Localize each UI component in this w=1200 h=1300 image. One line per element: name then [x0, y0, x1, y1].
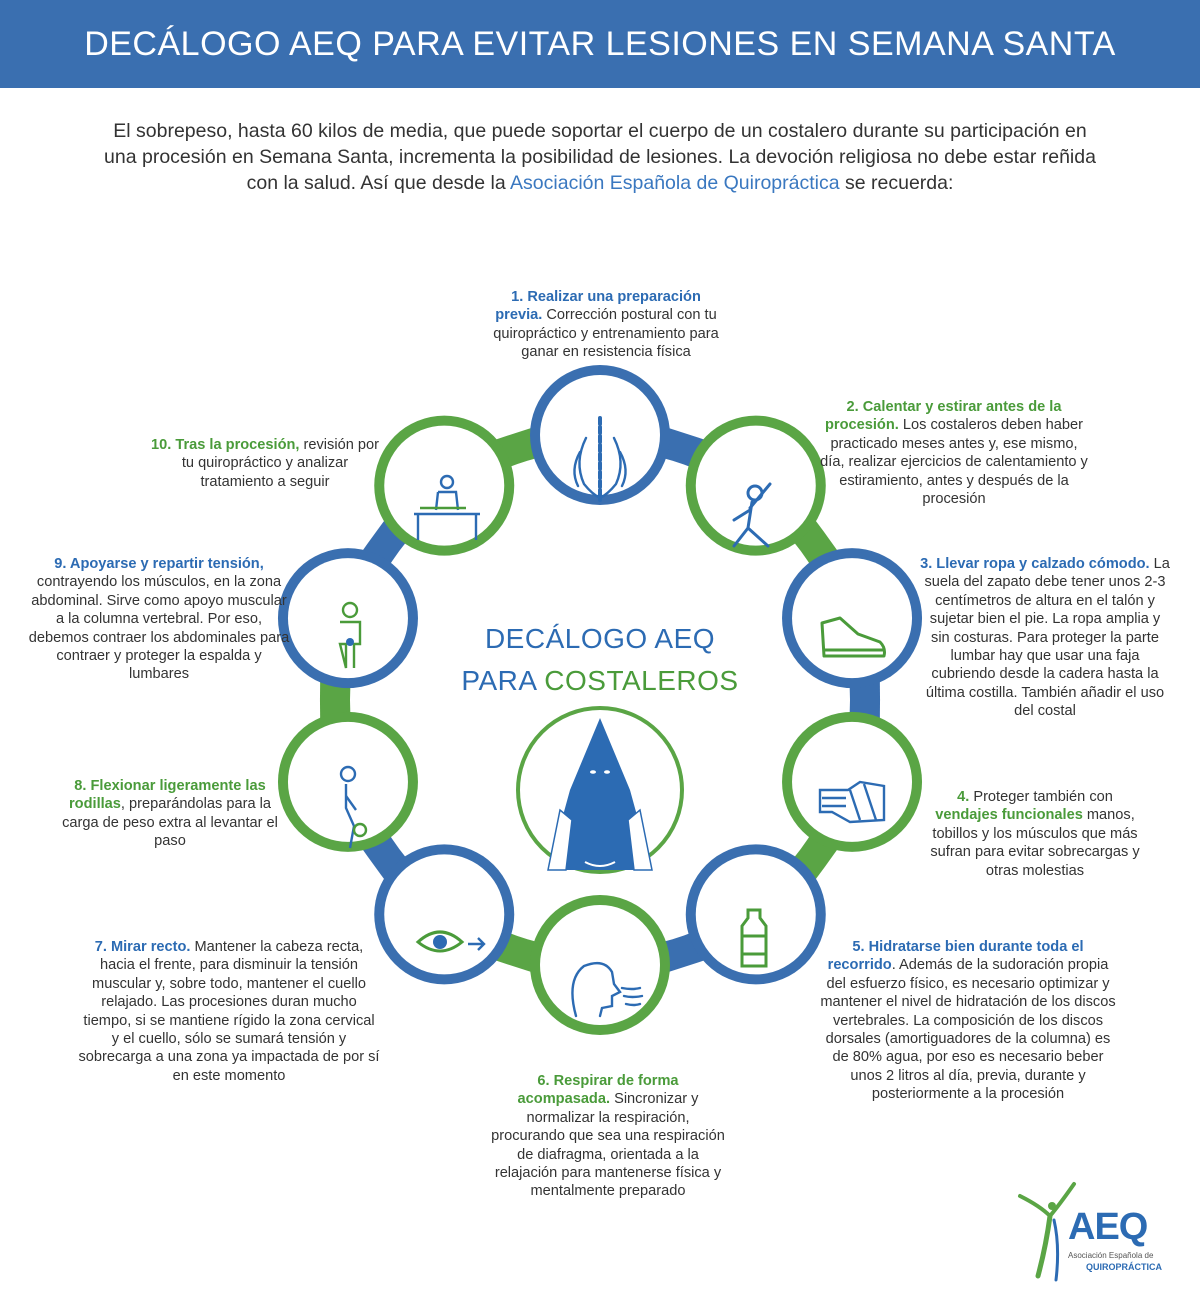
item-4-number: 4. — [957, 789, 970, 805]
decalogue-item-7 — [78, 938, 380, 1085]
decalogue-item-5 — [818, 938, 1118, 1104]
decalogue-item-6 — [490, 1072, 726, 1201]
decalogue-item-2 — [818, 398, 1090, 508]
decalogue-item-1 — [490, 288, 722, 362]
logo-letters: AEQ — [1068, 1206, 1148, 1248]
intro-text-after: se recuerda: — [839, 172, 954, 194]
center-title — [400, 618, 800, 702]
item-10-body: revisión por tu quiropráctico y analizar tratamiento a seguir — [181, 437, 379, 490]
decalogue-item-10 — [150, 436, 380, 491]
intro-text-before: El sobrepeso, hasta 60 kilos de media, que puede soportar el cuerpo de un costalero durante su participación en una procesión en Semana Santa, incrementa la posibilidad de lesiones. La devoción religiosa no debe estar reñida con la salud. Así que desde la — [104, 120, 1096, 194]
item-7-title: 7. Mirar recto. — [94, 939, 191, 955]
center-title-para: PARA — [461, 665, 545, 696]
item-10-title: 10. Tras la procesión, — [151, 437, 300, 453]
ring-node-inner-10 — [384, 426, 504, 546]
item-4-body-b: manos, tobillos y los músculos que más sufran para evitar sobrecargas y otras molestias — [930, 807, 1140, 879]
item-8-title: 8. Flexionar ligeramente las rodillas — [69, 778, 266, 813]
item-5-body: . Además de la sudoración propia del esfuerzo físico, es necesario optimizar y mantener el nivel de hidratación de los discos vertebrales. La composición de los discos dorsales (amortiguadores de la columna) es de 80% agua, por eso es necesario beber unos 2 litros al día, previa, durante y posteriormente a la procesión — [820, 957, 1116, 1103]
logo-subtitle-quiropractica: QUIROPRÁCTICA — [1086, 1262, 1162, 1272]
center-title-costaleros: COSTALEROS — [544, 665, 739, 696]
center-title-line2 — [400, 660, 800, 702]
item-1-title: 1. Realizar una preparación previa. — [495, 289, 701, 324]
decalogue-item-4 — [930, 788, 1140, 880]
item-2-title: 2. Calentar y estirar antes de la procesión. — [825, 399, 1062, 434]
item-7-body: Mantener la cabeza recta, hacia el frente, para disminuir la tensión muscular y, sobre todo, mantener el cuello relajado. Las procesiones duran mucho tiempo, si se mantiene rígido la zona cervical y el cuello, sólo se sumará tensión y sobrecarga a una zona ya impactada de por sí en este momento — [78, 939, 380, 1084]
item-5-title: 5. Hidratarse bien durante toda el recorrido — [827, 939, 1084, 974]
item-3-title: 3. Llevar ropa y calzado cómodo. — [920, 556, 1150, 572]
center-title-line1: DECÁLOGO AEQ — [484, 623, 716, 654]
aeq-logo — [1010, 1176, 1170, 1286]
decalogue-item-9 — [28, 555, 290, 684]
item-9-body: contrayendo los músculos, en la zona abdominal. Sirve como apoyo muscular a la columna vertebral. Por eso, debemos contraer los abdominales para contraer y proteger la espalda y lumbares — [28, 574, 290, 683]
decalogue-item-3 — [920, 555, 1170, 721]
item-3-body: La suela del zapato debe tener unos 2-3 centímetros de altura en el talón y sujetar bien el pie. La ropa amplia y sin costuras. Para proteger la parte lumbar hay que usar una faja cubriendo desde la cadera hasta la última costilla. También añadir el uso del costal — [924, 556, 1170, 720]
logo-subtitle: Asociación Española de — [1068, 1251, 1154, 1260]
ring-node-inner-4 — [792, 722, 912, 842]
item-6-body: Sincronizar y normalizar la respiración, procurando que sea una respiración de diafragma, orientada a la relajación para mantenerse física y mentalmente preparado — [491, 1091, 725, 1200]
ring-node-inner-7 — [384, 854, 504, 974]
item-6-title: 6. Respirar de forma acompasada. — [517, 1073, 679, 1108]
association-link[interactable]: Asociación Española de Quiropráctica — [510, 172, 840, 194]
item-4-title: vendajes funcionales — [935, 807, 1083, 824]
decalogue-item-8 — [52, 777, 288, 851]
item-2-body: Los costaleros deben haber practicado meses antes y, ese mismo, día, realizar ejercicios de calentamiento y estiramiento, antes y después de la procesión — [820, 417, 1088, 508]
item-1-body: Corrección postural con tu quiropráctico y entrenamiento para ganar en resistencia física — [493, 307, 719, 361]
ring-node-inner-5 — [696, 854, 816, 974]
item-8-body: , preparándolas para la carga de peso extra al levantar el paso — [62, 796, 278, 850]
ring-node-inner-9 — [288, 558, 408, 678]
ring-node-inner-6 — [540, 905, 660, 1025]
ring-node-inner-3 — [792, 558, 912, 678]
page-title: DECÁLOGO AEQ PARA EVITAR LESIONES EN SEMANA SANTA — [84, 24, 1116, 63]
item-4-body-a: Proteger también con — [969, 789, 1113, 805]
nazareno-icon — [518, 708, 682, 872]
item-9-title: 9. Apoyarse y repartir tensión, — [54, 556, 264, 572]
